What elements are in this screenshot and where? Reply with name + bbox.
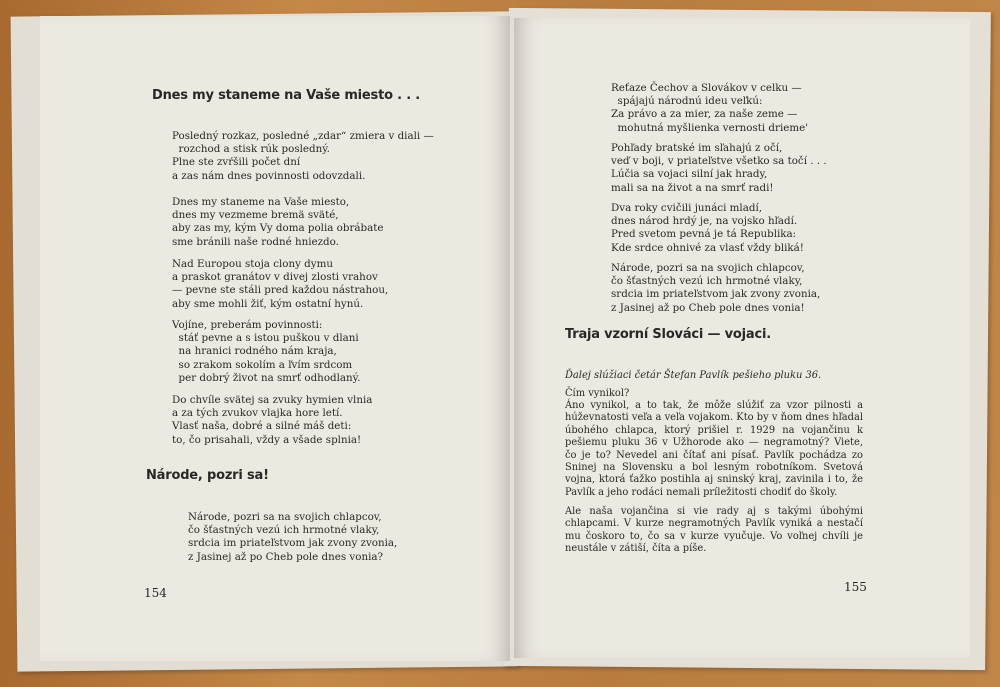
verse-line: Kde srdce ohnivé za vlasť vždy bliká! xyxy=(611,241,804,254)
verse-line: a za tých zvukov vlajka hore letí. xyxy=(172,407,343,420)
verse-line: dnes národ hrdý je, na vojsko hľadí. xyxy=(611,215,798,228)
stanza xyxy=(172,258,388,311)
page-number: 154 xyxy=(144,586,167,600)
paragraph: Ale naša vojančina si vie rady aj s takými úbohými chlapcami. V kurze negramotných Pavlík vyniká a nestačí mu čoskoro to, čo sa v kurze vyučuje. Vo voľnej chvíli je neustále v zátiší, číta a píše. xyxy=(565,506,863,555)
right-page xyxy=(514,18,970,658)
open-book xyxy=(14,6,992,671)
verse-line: Plne ste zvŕšili počet dní xyxy=(172,156,301,169)
verse-line: dnes my vezmeme bremä sväté, xyxy=(172,209,339,222)
verse-line: stáť pevne a s istou puškou v dlani xyxy=(172,332,359,345)
verse-line: Za právo a za mier, za naše zeme — xyxy=(611,108,798,121)
stanza xyxy=(188,511,397,564)
verse-line: mohutná myšlienka vernosti drieme' xyxy=(611,121,809,134)
verse-line: z Jasinej až po Cheb pole dnes vonia? xyxy=(188,550,384,563)
verse-line: srdcia im priateľstvom jak zvony zvonia, xyxy=(188,537,398,550)
page-number: 155 xyxy=(844,580,867,594)
stanza xyxy=(172,319,360,385)
paragraph: Áno vynikol, a to tak, že môže slúžiť za vzor pilnosti a húževnatosti veľa a veľa vojakom. Kto by v ňom dnes hľadal úbohého chlapca, ktorý prišiel r. 1929 na vojančinu k pešiemu pluku 36 v Užhorode ako — negramotný? Viete, čo je to? Nevedel ani čítať ani písať. Pavlík pochádza zo Sninej na Slovensku a bol lesným robotníkom. Svetová vojna, ktorá ťažko postihla aj sninský kraj, zavinila i to, že Pavlík a jeho rodáci nemali príležitosti chodiť do školy. xyxy=(565,400,863,498)
verse-line: srdcia im priateľstvom jak zvony zvonia, xyxy=(611,288,821,301)
verse-line: čo šťastných vezú ich hrmotné vlaky, xyxy=(611,275,803,288)
verse-line: so zrakom sokolím a ľvím srdcom xyxy=(172,358,353,371)
verse-line: sme bránili naše rodné hniezdo. xyxy=(172,235,339,248)
question: Čím vynikol? xyxy=(565,388,630,399)
verse-line: Dnes my staneme na Vaše miesto, xyxy=(172,196,350,208)
verse-line: rozchod a stisk rúk posledný. xyxy=(172,143,330,156)
stanza xyxy=(611,202,804,255)
verse-line: Posledný rozkaz, posledné „zdar“ zmiera v diali — xyxy=(172,130,434,142)
article-subtitle: Ďalej slúžiaci četár Štefan Pavlík pešieho pluku 36. xyxy=(565,370,822,381)
verse-line: čo šťastných vezú ich hrmotné vlaky, xyxy=(188,524,380,537)
poem-title-1: Dnes my staneme na Vaše miesto . . . xyxy=(152,88,421,103)
left-page xyxy=(40,16,510,661)
stanza xyxy=(172,196,383,249)
verse-line: Vojíne, preberám povinnosti: xyxy=(172,319,323,331)
verse-line: na hranici rodného nám kraja, xyxy=(172,345,337,358)
verse-line: Národe, pozri sa na svojich chlapcov, xyxy=(188,511,382,523)
verse-line: per dobrý život na smrť odhodlaný. xyxy=(172,371,361,384)
verse-line: Do chvíle svätej sa zvuky hymien vlnia xyxy=(172,394,373,406)
article-title: Traja vzorní Slováci — vojaci. xyxy=(565,327,771,342)
verse-line: Dva roky cvičili junáci mladí, xyxy=(611,202,763,214)
poem-title-2: Národe, pozri sa! xyxy=(146,468,269,483)
verse-line: veď v boji, v priateľstve všetko sa točí . . . xyxy=(611,155,827,168)
verse-line: Vlasť naša, dobré a silné máš deti: xyxy=(172,420,352,433)
verse-line: Lúčia sa vojaci silní jak hrady, xyxy=(611,168,768,181)
verse-line: to, čo prisahali, vždy a všade splnia! xyxy=(172,433,362,446)
verse-line: mali sa na život a na smrť radi! xyxy=(611,181,774,194)
verse-line: spájajú národnú ideu veľkú: xyxy=(611,95,763,108)
verse-line: — pevne ste stáli pred každou nástrahou, xyxy=(172,284,389,297)
stanza xyxy=(172,394,372,447)
verse-line: Nad Europou stoja clony dymu xyxy=(172,258,333,270)
verse-line: aby zas my, kým Vy doma polia obrábate xyxy=(172,222,384,235)
stanza xyxy=(172,130,434,183)
stanza xyxy=(611,142,827,195)
verse-line: Pred svetom pevná je tá Republika: xyxy=(611,228,797,241)
verse-line: a praskot granátov v divej zlosti vrahov xyxy=(172,271,378,284)
stanza xyxy=(611,82,808,135)
verse-line: Pohľady bratské im sľahajú z očí, xyxy=(611,142,783,154)
stanza xyxy=(611,262,820,315)
verse-line: aby sme mohli žiť, kým ostatní hynú. xyxy=(172,297,364,310)
verse-line: a zas nám dnes povinnosti odovzdali. xyxy=(172,169,366,182)
verse-line: Národe, pozri sa na svojich chlapcov, xyxy=(611,262,805,274)
verse-line: Reťaze Čechov a Slovákov v celku — xyxy=(611,82,802,94)
verse-line: z Jasinej až po Cheb pole dnes vonia! xyxy=(611,301,805,314)
